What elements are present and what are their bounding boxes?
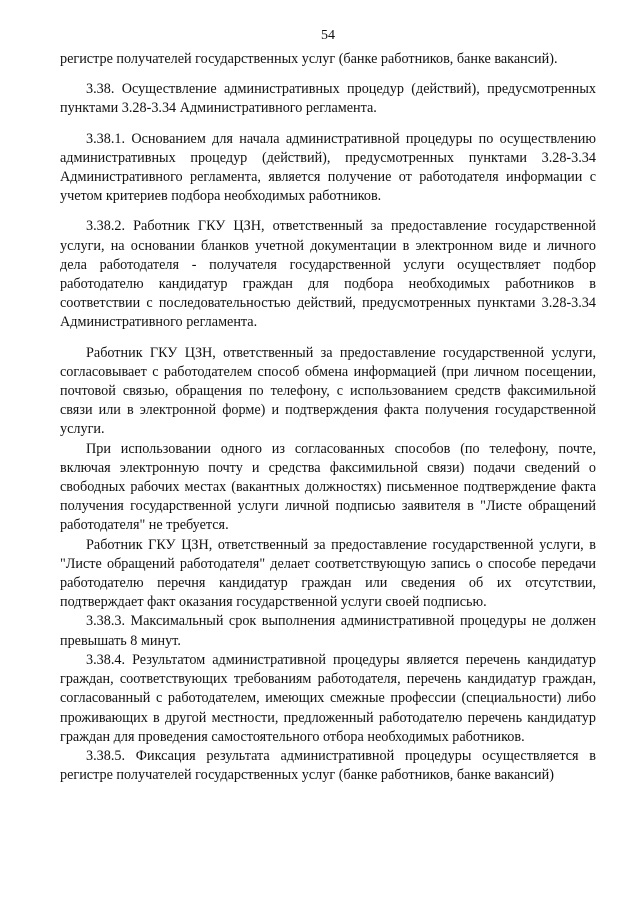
paragraph-3-38-4: 3.38.4. Результатом административной процедуры является перечень кандидатур граждан, соответствующих требованиям работодателя, перечень кандидатур граждан, согласованный с работодателем, имеющих смежные профессии (специальности) либо проживающих в другой местности, предложенный работодателю перечень кандидатур граждан для проведения самостоятельного отбора необходимых работников. [60,651,596,745]
paragraph-3-38: 3.38. Осуществление административных процедур (действий), предусмотренных пунктами 3.28-3.34 Административного регламента. [60,81,596,117]
paragraph-agreed-methods: При использовании одного из согласованных способов (по телефону, почте, включая электронную почту и средства факсимильной связи) подачи сведений о свободных рабочих местах (вакантных должностях) письменное подтверждение факта получения государственной услуги личной подписью заявителя в "Листе обращений работодателя" не требуется. [60,440,596,534]
paragraph-appeals-sheet: Работник ГКУ ЦЗН, ответственный за предоставление государственной услуги, в "Листе обращений работодателя" делает соответствующую запись о способе передачи работодателю перечня кандидатур граждан или сведения об их отсутствии, подтверждает факт оказания государственной услуги своей подписью. [60,536,596,611]
paragraph-3-38-1: 3.38.1. Основанием для начала административной процедуры по осуществлению административных процедур (действий), предусмотренных пунктами 3.28-3.34 Административного регламента, является получение от работодателя информации с учетом критериев подбора необходимых работников. [60,130,596,205]
page-number: 54 [321,28,335,43]
paragraph-3-38-2: 3.38.2. Работник ГКУ ЦЗН, ответственный за предоставление государственной услуги, на основании бланков учетной документации в электронном виде и личного дела работодателя - получателя государственной услуги осуществляет подбор работодателю кандидатур граждан для подбора необходимых работников в соответствии с последовательностью действий, предусмотренных пунктами 3.28-3.34 Административного регламента. [60,218,596,331]
paragraph-coordination: Работник ГКУ ЦЗН, ответственный за предоставление государственной услуги, согласовывает с работодателем способ обмена информацией (при личном посещении, почтовой связью, обращения по телефону, с использованием средств факсимильной связи или в электронной форме) и подтверждения факта получения государственной услуги. [60,344,596,438]
paragraph-3-38-3: 3.38.3. Максимальный срок выполнения административной процедуры не должен превышать 8 минут. [60,613,596,649]
paragraph-3-38-5: 3.38.5. Фиксация результата административной процедуры осуществляется в регистре получателей государственных услуг (банке работников, банке вакансий) [60,747,596,784]
paragraph-continuation: регистре получателей государственных услуг (банке работников, банке вакансий). [60,51,558,67]
